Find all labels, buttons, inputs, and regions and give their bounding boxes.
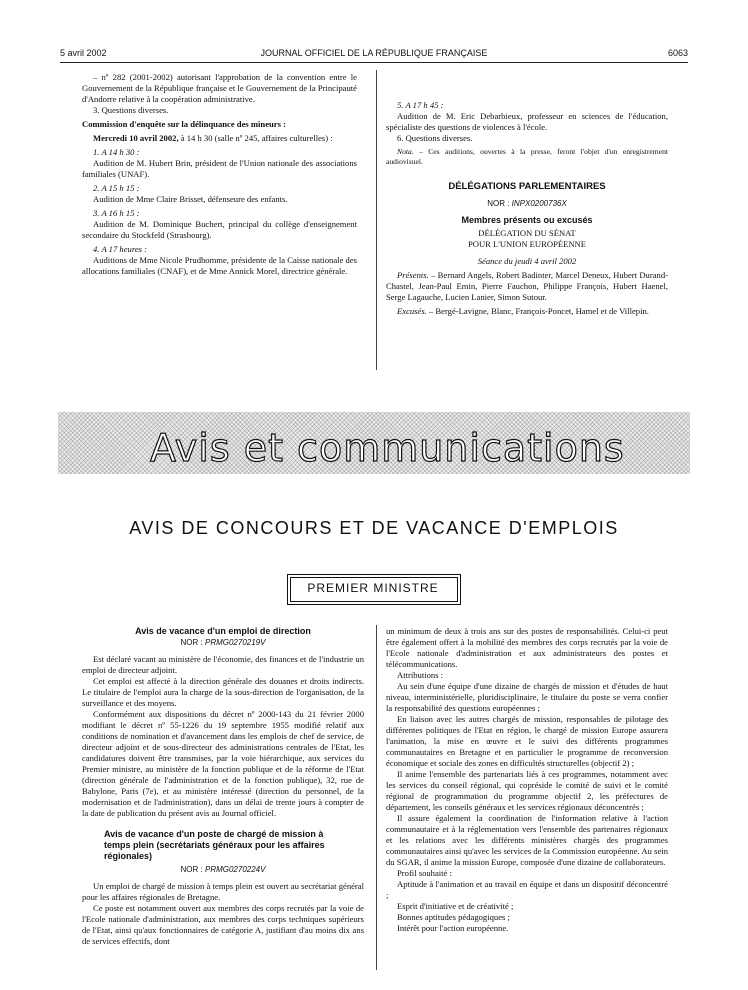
delegations-title: DÉLÉGATIONS PARLEMENTAIRES [448,181,606,192]
item-text: 6. Questions diverses. [397,133,473,143]
item-text: Auditions de Mme Nicole Prudhomme, présidente de la Caisse nationale des allocations familiales (CNAF), et de Mme Annick Morel, directrice générale. [82,255,357,276]
paragraph: Un emploi de chargé de mission à temps plein est ouvert au secrétariat général pour les affaires régionales de Bretagne. [82,881,364,902]
paragraph: Intérêt pour l'action européenne. [397,923,509,933]
banner-title: Avis et communications [150,426,625,470]
left-column-top [82,72,357,277]
avis2-title: Avis de vacance d'un poste de chargé de mission à temps plein (secrétariats généraux pour les affaires régionales) [104,829,325,861]
membres-title: Membres présents ou excusés [461,215,593,225]
paragraph: Profil souhaité : [397,868,452,878]
item-time: 4. A 17 heures : [93,244,148,254]
avis1-nor: NOR : PRMG0270219V [180,638,266,647]
column-divider [376,70,377,370]
excuses: Excusés. – Bergé-Lavigne, Blanc, François-Poncet, Hamel et de Villepin. [397,306,649,316]
left-column-bottom [82,626,364,947]
paragraph: Il anime l'ensemble des partenariats liés à ces programmes, notamment avec les services du conseil régional, qui copréside le comité de suivi et le comité régional de programmation du programme objectif 2, les préfectures de département, les conseils généraux et les services régionaux déconcentrés ; [386,769,668,812]
paragraph: Cet emploi est affecté à la direction générale des douanes et droits indirects. Le titulaire de l'emploi aura la charge de la sous-direction de l'organisation, de la surveillance et des moyens. [82,676,364,708]
item-time: 2. A 15 h 15 : [93,183,140,193]
item-text: Audition de M. Hubert Brin, président de l'Union nationale des associations familiales (UNAF). [82,158,357,179]
paragraph: – nº 282 (2001-2002) autorisant l'approbation de la convention entre le Gouvernement de la République française et le Gouvernement de la Principauté d'Andorre relative à la coopération administrative. [82,72,357,104]
item-time: 3. A 16 h 15 : [93,208,140,218]
paragraph: Attributions : [397,670,444,680]
paragraph: un minimum de deux à trois ans sur des postes de responsabilités. Celui-ci peut être également offert à la mobilité des membres des corps recrutés par la voie de l'Ecole nationale d'administration et aux administrateurs des postes et télécommunications. [386,626,668,669]
paragraph: 3. Questions diverses. [93,105,169,115]
paragraph: Bonnes aptitudes pédagogiques ; [397,912,510,922]
item-text: Audition de M. Dominique Buchert, principal du collège d'enseignement secondaire du Stockfeld (Strasbourg). [82,219,357,240]
paragraph: Esprit d'initiative et de créativité ; [397,901,514,911]
paragraph: Aptitude à l'animation et au travail en équipe et dans un dispositif déconcentré ; [386,879,668,900]
paragraph: Est déclaré vacant au ministère de l'économie, des finances et de l'industrie un emploi de directeur adjoint. [82,654,364,675]
right-column-bottom [386,626,668,934]
presents: Présents. – Bernard Angels, Robert Badinter, Marcel Deneux, Hubert Durand-Chastel, Jean-Paul Emin, Pierre Fauchon, Philippe François, Hubert Haenel, Serge Lagauche, Lucien Lanier, Simon Sutour. [386,270,668,302]
seance-date: Séance du jeudi 4 avril 2002 [477,256,577,266]
header-rule [60,62,688,63]
section-title: AVIS DE CONCOURS ET DE VACANCE D'EMPLOIS [129,518,619,538]
right-column-top [386,100,668,317]
header-page-number: 6063 [667,48,688,58]
paragraph: Il assure également la coordination de l'information relative à l'action communautaire et à la réglementation vers l'ensemble des partenaires régionaux et les relations avec les différents ministères chargés des programmes communautaires ainsi qu'avec les services de la Commission européenne. Au sein du SGAR, il anime la mission Europe, composée d'une dizaine de collaborateurs. [386,813,668,867]
nor-line: NOR : INPX0200736X [487,199,567,208]
commission-title: Commission d'enquête sur la délinquance des mineurs : [82,119,286,129]
avis2-nor: NOR : PRMG0270224V [180,865,266,874]
item-text: Audition de Mme Claire Brisset, défenseure des enfants. [93,194,288,204]
item-time: 1. A 14 h 30 : [93,147,140,157]
paragraph: En liaison avec les autres chargés de mission, responsables de pilotage des différentes politiques de l'Etat en région, le chargé de mission Europe assurera l'animation, la mise en œuvre et le suivi des différents programmes communautaires en Bretagne et en particulier le programme de reconversion économique et sociale des zones en difficultés structurelles (objectif 2) ; [386,714,668,768]
commission-date: Mercredi 10 avril 2002, à 14 h 30 (salle nº 245, affaires culturelles) : [93,133,333,143]
paragraph: Ce poste est notamment ouvert aux membres des corps recrutés par la voie de l'Ecole nationale d'administration, aux membres des corps techniques supérieurs de l'Etat, ainsi qu'aux fonctionnaires de catégorie A, justifiant d'au moins dix ans de services effectifs, dont [82,903,364,946]
header-journal-title: JOURNAL OFFICIEL DE LA RÉPUBLIQUE FRANÇAISE [260,48,488,58]
paragraph: Au sein d'une équipe d'une dizaine de chargés de mission et d'études de haut niveau, interministérielle, pluridisciplinaire, le titulaire du poste se verra confier la responsabilité des questions européennes ; [386,681,668,713]
column-divider [376,625,377,970]
paragraph: Conformément aux dispositions du décret nº 2000-143 du 21 février 2000 modifiant le décret nº 55-1226 du 19 septembre 1955 modifié relatif aux conditions de nomination et d'avancement dans les emplois de chef de service, de directeur adjoint et de sous-directeur des administrations centrales de l'Etat, les candidatures doivent être transmises, par la voie hiérarchique, aux services du Premier ministre, au ministère de la fonction publique et de la réforme de l'Etat (direction générale de l'administration et de la fonction publique), 32, rue de Babylone, Paris (7e), et au ministère intéressé (direction du personnel, de la modernisation et de l'administration), dans un délai de trente jours à compter de la date de publication du présent avis au Journal officiel. [82,709,364,818]
delegation-name: POUR L'UNION EUROPÉENNE [467,239,587,249]
item-text: Audition de M. Eric Debarbieux, professeur en sciences de l'éducation, spécialiste des questions de violences à l'école. [386,111,668,132]
ministry-title: PREMIER MINISTRE [307,581,439,595]
nota: Nota. – Ces auditions, ouvertes à la presse, feront l'objet d'un enregistrement audiovisuel. [386,147,668,166]
delegation-name: DÉLÉGATION DU SÉNAT [478,228,576,238]
avis1-title: Avis de vacance d'un emploi de direction [135,626,311,636]
item-time: 5. A 17 h 45 : [397,100,444,110]
header-date: 5 avril 2002 [60,48,107,58]
